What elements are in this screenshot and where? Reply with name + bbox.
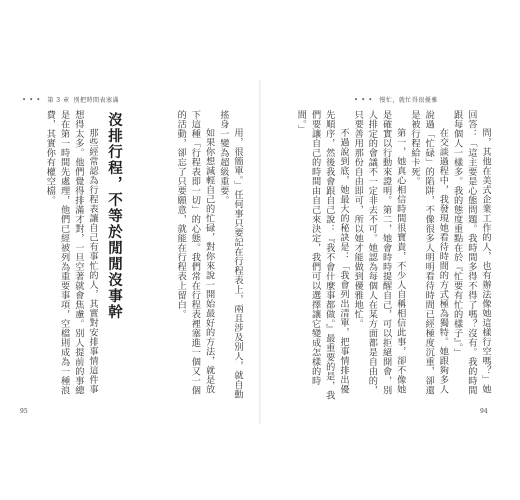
paragraph: 如果你想減輕自己的忙碌，對你來說一開始最好的方法，就是放下這種「行程表即一切」的心態。我們常在行程表裡塞進一個又一個的活動，卻忘了只要願意，就能在行程表上留白。 [175,110,215,395]
paragraph: 問，其他在美式企業工作的人，也有辦法像她這樣行空嗎？」她回答：「這主要是心態問題。我時間多得不得了嗎？沒有。我的時間跟每個人一樣多。我的態度重點在於『忙要有忙的樣子』。」 [451,110,491,395]
left-header-title: 別把時間表塞滿 [73,97,120,104]
left-page-number: 95 [20,408,28,415]
paragraph: 用，很簡單。」任何事只要記在行程表上，兩且涉及別人，就自動搖身一變為超級重要。 [217,110,243,400]
header-dots: ••• [22,95,44,104]
left-page-body-continued [27,110,99,400]
header-dots: ••• [354,95,376,104]
left-page-body [175,110,244,400]
paragraph: 第一，她真心相信時間很寶貴，不少人自稱相信此事，卻不像她是確實以行動來證明。第二，她會時時提醒自己，可以拒絕開會，別人排定的會議不一定非去不可。她認為每個人在某方面都是自由的，只要善用那份自由即可，所以她才能做到優雅地忙。 [352,110,406,395]
book-gutter [259,80,261,424]
right-running-header [354,95,438,104]
section-heading: 沒排行程，不等於閒閒沒事幹 [106,112,122,320]
right-header-title: 慢忙，就忙得很優雅 [379,97,438,104]
right-page-body [271,110,492,400]
left-running-header [22,95,119,104]
paragraph: 不過說到底，她最大的秘訣是：「我會列出清單，把事情排出優先順序，然後我會跟自己說：『我不會什麼事都做。』最重要的是，我們要讓自己的時間由自己來決定，我們可以選擇讓它變成怎樣的時間。」 [295,110,349,400]
left-header-chapter: 第 3 章 [47,97,70,104]
right-page-number: 94 [480,408,488,415]
paragraph: 在交談過程中，我發現她看待時間的方式極為獨特。她跟夠多人說過「忙碌」的陷阱，不像很多人明明看待時間已經極度沉重，卻還是被行程給卡死。 [408,110,449,395]
paragraph: 那些經常認為行程表讓自己有事忙的人，其實對安排事情這件事想得太多。他們覺得排滿才對，一旦空著就會焦慮。別人提前的事總是在第一時間先處理，他們已經被列為重要事項，空檔則成為一種浪費，其實你有權空檔。 [44,110,98,395]
